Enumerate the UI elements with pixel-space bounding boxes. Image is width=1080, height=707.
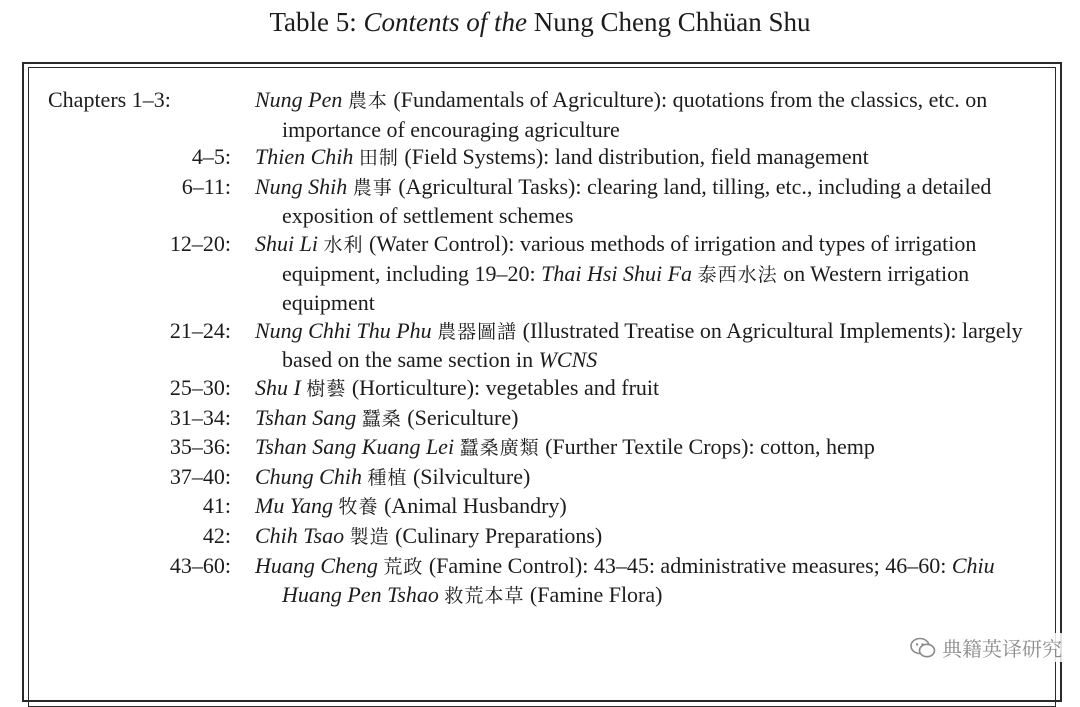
chinese-title: 水利 <box>323 233 364 256</box>
chapter-description <box>255 374 1048 404</box>
chinese-title: 種植 <box>367 466 408 489</box>
chapter-description <box>255 230 1048 317</box>
title-work-name: Nung Cheng Chhüan Shu <box>533 7 811 37</box>
section-title: Chih Tsao <box>255 522 345 548</box>
section-title: Nung Shih <box>255 173 348 199</box>
chapter-range: 12–20: <box>169 230 231 256</box>
table-row <box>48 463 1048 493</box>
chapter-description <box>255 433 1048 463</box>
chapter-description <box>255 317 1048 374</box>
section-summary: (Illustrated Treatise on Agricultural Implements): largely based on the same section in <box>282 317 1023 373</box>
section-summary: (Further Textile Crops): cotton, hemp <box>545 434 875 460</box>
chapter-description <box>255 404 1048 434</box>
section-title: Tshan Sang Kuang Lei <box>255 434 455 460</box>
title-prefix: Table 5: <box>269 7 357 37</box>
source-abbrev: WCNS <box>538 347 598 373</box>
table-row <box>48 492 1048 522</box>
table-row <box>48 317 1048 374</box>
section-summary: (Famine Control): 43–45: administrative measures; 46–60: <box>428 552 947 578</box>
chinese-title: 蠶桑廣類 <box>459 437 540 460</box>
section-summary: (Silviculture) <box>412 463 531 489</box>
section-title: Chung Chih <box>255 463 362 489</box>
table-row <box>48 522 1048 552</box>
sub-section-summary: on Western irrigation equipment <box>282 260 970 316</box>
section-title: Mu Yang <box>255 493 334 519</box>
chapter-description <box>255 463 1048 493</box>
section-summary: (Animal Husbandry) <box>384 493 567 519</box>
section-summary: (Sericulture) <box>407 404 519 430</box>
chinese-title: 荒政 <box>383 555 424 578</box>
table-row <box>48 230 1048 317</box>
table-title <box>0 6 1080 38</box>
sub-section-title: Chiu Huang Pen Tshao <box>282 552 995 608</box>
table-row <box>48 404 1048 434</box>
sub-chinese-title: 救荒本草 <box>444 585 525 608</box>
wechat-watermark <box>906 633 1066 662</box>
chapter-range: 42: <box>202 522 231 548</box>
section-title: Shui Li <box>255 230 318 256</box>
chinese-title: 樹藝 <box>306 377 347 400</box>
chapter-description <box>255 492 1048 522</box>
chinese-title: 農事 <box>352 176 393 199</box>
chapter-description <box>255 173 1048 230</box>
table-row <box>48 374 1048 404</box>
chinese-title: 蠶桑 <box>361 407 402 430</box>
section-title: Huang Cheng <box>255 552 378 578</box>
chinese-title: 牧養 <box>338 496 379 519</box>
section-summary: (Fundamentals of Agriculture): quotations from the classics, etc. on importance of encouraging agriculture <box>282 87 988 142</box>
chapter-description <box>255 86 1048 143</box>
wechat-icon <box>910 637 936 659</box>
section-summary: (Agricultural Tasks): clearing land, tilling, etc., including a detailed exposition of settlement schemes <box>282 173 992 229</box>
table-row <box>48 143 1048 173</box>
table-row <box>48 433 1048 463</box>
chinese-title: 製造 <box>349 525 390 548</box>
table-row <box>48 552 1048 611</box>
section-title: Nung Pen <box>255 87 343 112</box>
chapter-description <box>255 143 1048 173</box>
title-italic: Contents of the <box>363 7 528 37</box>
section-title: Shu I <box>255 374 301 400</box>
section-summary: (Water Control): various methods of irrigation and types of irrigation equipment, including 19–20: <box>282 230 977 286</box>
section-summary: (Field Systems): land distribution, field management <box>404 144 869 170</box>
chapter-range: 41: <box>202 493 231 519</box>
chapter-description <box>255 552 1048 611</box>
section-summary: (Culinary Preparations) <box>395 522 603 548</box>
chapter-range: 31–34: <box>169 404 231 430</box>
contents-table <box>48 86 1048 611</box>
table-row <box>48 86 1048 143</box>
watermark-text: 典籍英译研究 <box>942 637 1062 661</box>
chapter-range: 4–5: <box>191 144 231 170</box>
chapter-range: Chapters 1–3: <box>48 87 171 112</box>
chapter-range: 21–24: <box>169 317 231 343</box>
sub-section-title: Thai Hsi Shui Fa <box>541 260 693 286</box>
chapter-range: 43–60: <box>169 552 231 578</box>
chinese-title: 農本 <box>347 90 388 112</box>
section-title: Thien Chih <box>255 144 354 170</box>
chapter-range: 25–30: <box>169 374 231 400</box>
chinese-title: 農器圖譜 <box>437 320 518 343</box>
table-row <box>48 173 1048 230</box>
chapter-range: 6–11: <box>181 173 231 199</box>
sub-chinese-title: 泰西水法 <box>697 263 778 286</box>
chapter-range: 35–36: <box>169 434 231 460</box>
sub-section-summary: (Famine Flora) <box>529 582 663 608</box>
chinese-title: 田制 <box>358 147 399 170</box>
section-title: Tshan Sang <box>255 404 357 430</box>
section-title: Nung Chhi Thu Phu <box>255 317 432 343</box>
section-summary: (Horticulture): vegetables and fruit <box>351 374 660 400</box>
chapter-description <box>255 522 1048 552</box>
chapter-range: 37–40: <box>169 463 231 489</box>
